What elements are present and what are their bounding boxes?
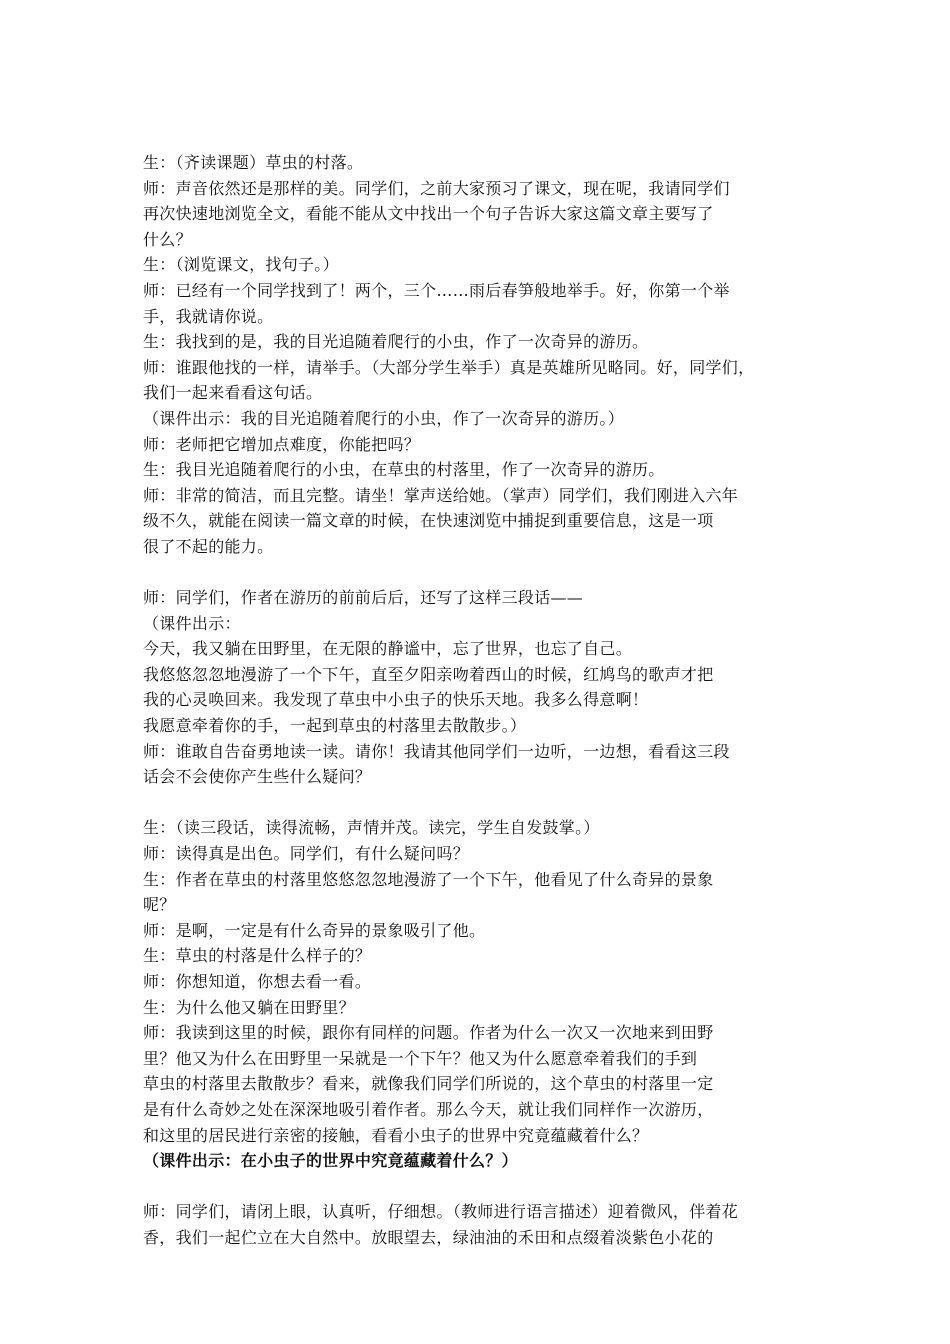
text-line: 生：（浏览课文，找句子。） — [143, 255, 339, 275]
text-line: 生：我目光追随着爬行的小虫，在草虫的村落里，作了一次奇异的游历。 — [143, 460, 665, 480]
text-line: 生：我找到的是，我的目光追随着爬行的小虫，作了一次奇异的游历。 — [143, 332, 649, 352]
text-line: 我的心灵唤回来。我发现了草虫中小虫子的快乐天地。我多么得意啊！ — [143, 690, 649, 710]
text-line: 生：为什么他又躺在田野里？ — [143, 997, 355, 1017]
text-line: 我们一起来看看这句话。 — [143, 383, 323, 403]
blank-line — [143, 560, 811, 586]
blank-line — [143, 790, 811, 816]
text-line: 我愿意牵着你的手，一起到草虫的村落里去散散步。） — [143, 716, 527, 736]
text-line: 师：老师把它增加点难度，你能把吗？ — [143, 434, 421, 454]
text-line: 师：声音依然还是那样的美。同学们，之前大家预习了课文，现在呢，我请同学们 — [143, 178, 730, 198]
text-line: 师：是啊，一定是有什么奇异的景象吸引了他。 — [143, 920, 486, 940]
text-line: 里？他又为什么在田野里一呆就是一个下午？他又为什么愿意牵着我们的手到 — [143, 1048, 698, 1068]
text-line: 生：草虫的村落是什么样子的？ — [143, 946, 372, 966]
text-line: 师：同学们，作者在游历的前前后后，还写了这样三段话—— — [143, 588, 584, 608]
text-line: 话会不会使你产生些什么疑问？ — [143, 767, 372, 787]
text-line: 很了不起的能力。 — [143, 536, 274, 556]
text-line: 我悠悠忽忽地漫游了一个下午，直至夕阳亲吻着西山的时候，红鸠鸟的歌声才把 — [143, 664, 714, 684]
courseware-highlight-line: （课件出示：在小虫子的世界中究竟蕴藏着什么？） — [143, 1151, 518, 1171]
text-line: 师：同学们，请闭上眼，认真听，仔细想。（教师进行语言描述）迎着微风，伴着花 — [143, 1202, 739, 1222]
text-line: 今天，我又躺在田野里，在无限的静谧中，忘了世界，也忘了自己。 — [143, 639, 633, 659]
text-line: 是有什么奇妙之处在深深地吸引着作者。那么今天，就让我们同样作一次游历， — [143, 1099, 714, 1119]
text-line: 师：读得真是出色。同学们，有什么疑问吗？ — [143, 844, 470, 864]
text-line: 师：谁跟他找的一样，请举手。（大部分学生举手）真是英雄所见略同。好，同学们， — [143, 357, 755, 377]
text-line: 生：（齐读课题）草虫的村落。 — [143, 153, 364, 172]
text-line: 手，我就请你说。 — [143, 306, 274, 326]
text-line: 什么？ — [143, 229, 192, 249]
text-line: 师：我读到这里的时候，跟你有同样的问题。作者为什么一次又一次地来到田野 — [143, 1023, 714, 1043]
text-line: 呢？ — [143, 895, 176, 915]
text-line: 师：非常的简洁，而且完整。请坐！掌声送给她。（掌声）同学们，我们刚进入六年 — [143, 485, 739, 505]
text-line: 师：谁敢自告奋勇地读一读。请你！我请其他同学们一边听，一边想，看看这三段 — [143, 741, 730, 761]
text-line: 香，我们一起伫立在大自然中。放眼望去，绿油油的禾田和点缀着淡紫色小花的 — [143, 1227, 714, 1247]
text-line: （课件出示：我的目光追随着爬行的小虫，作了一次奇异的游历。） — [143, 408, 625, 428]
blank-line — [143, 1174, 811, 1200]
text-line: 草虫的村落里去散散步？看来，就像我们同学们所说的，这个草虫的村落里一定 — [143, 1074, 714, 1094]
text-line: （课件出示： — [143, 613, 241, 633]
text-line: 生：作者在草虫的村落里悠悠忽忽地漫游了一个下午，他看见了什么奇异的景象 — [143, 869, 714, 889]
text-line: 生：（读三段话，读得流畅，声情并茂。读完，学生自发鼓掌。） — [143, 818, 600, 838]
text-line: 师：已经有一个同学找到了！两个，三个……雨后春笋般地举手。好，你第一个举 — [143, 280, 730, 300]
document-body — [143, 150, 811, 1251]
text-line: 级不久，就能在阅读一篇文章的时候，在快速浏览中捕捉到重要信息，这是一项 — [143, 511, 714, 531]
text-line: 和这里的居民进行亲密的接触，看看小虫子的世界中究竟蕴藏着什么？ — [143, 1125, 649, 1145]
text-line: 师：你想知道，你想去看一看。 — [143, 972, 372, 991]
text-line: 再次快速地浏览全文，看能不能从文中找出一个句子告诉大家这篇文章主要写了 — [143, 204, 714, 224]
